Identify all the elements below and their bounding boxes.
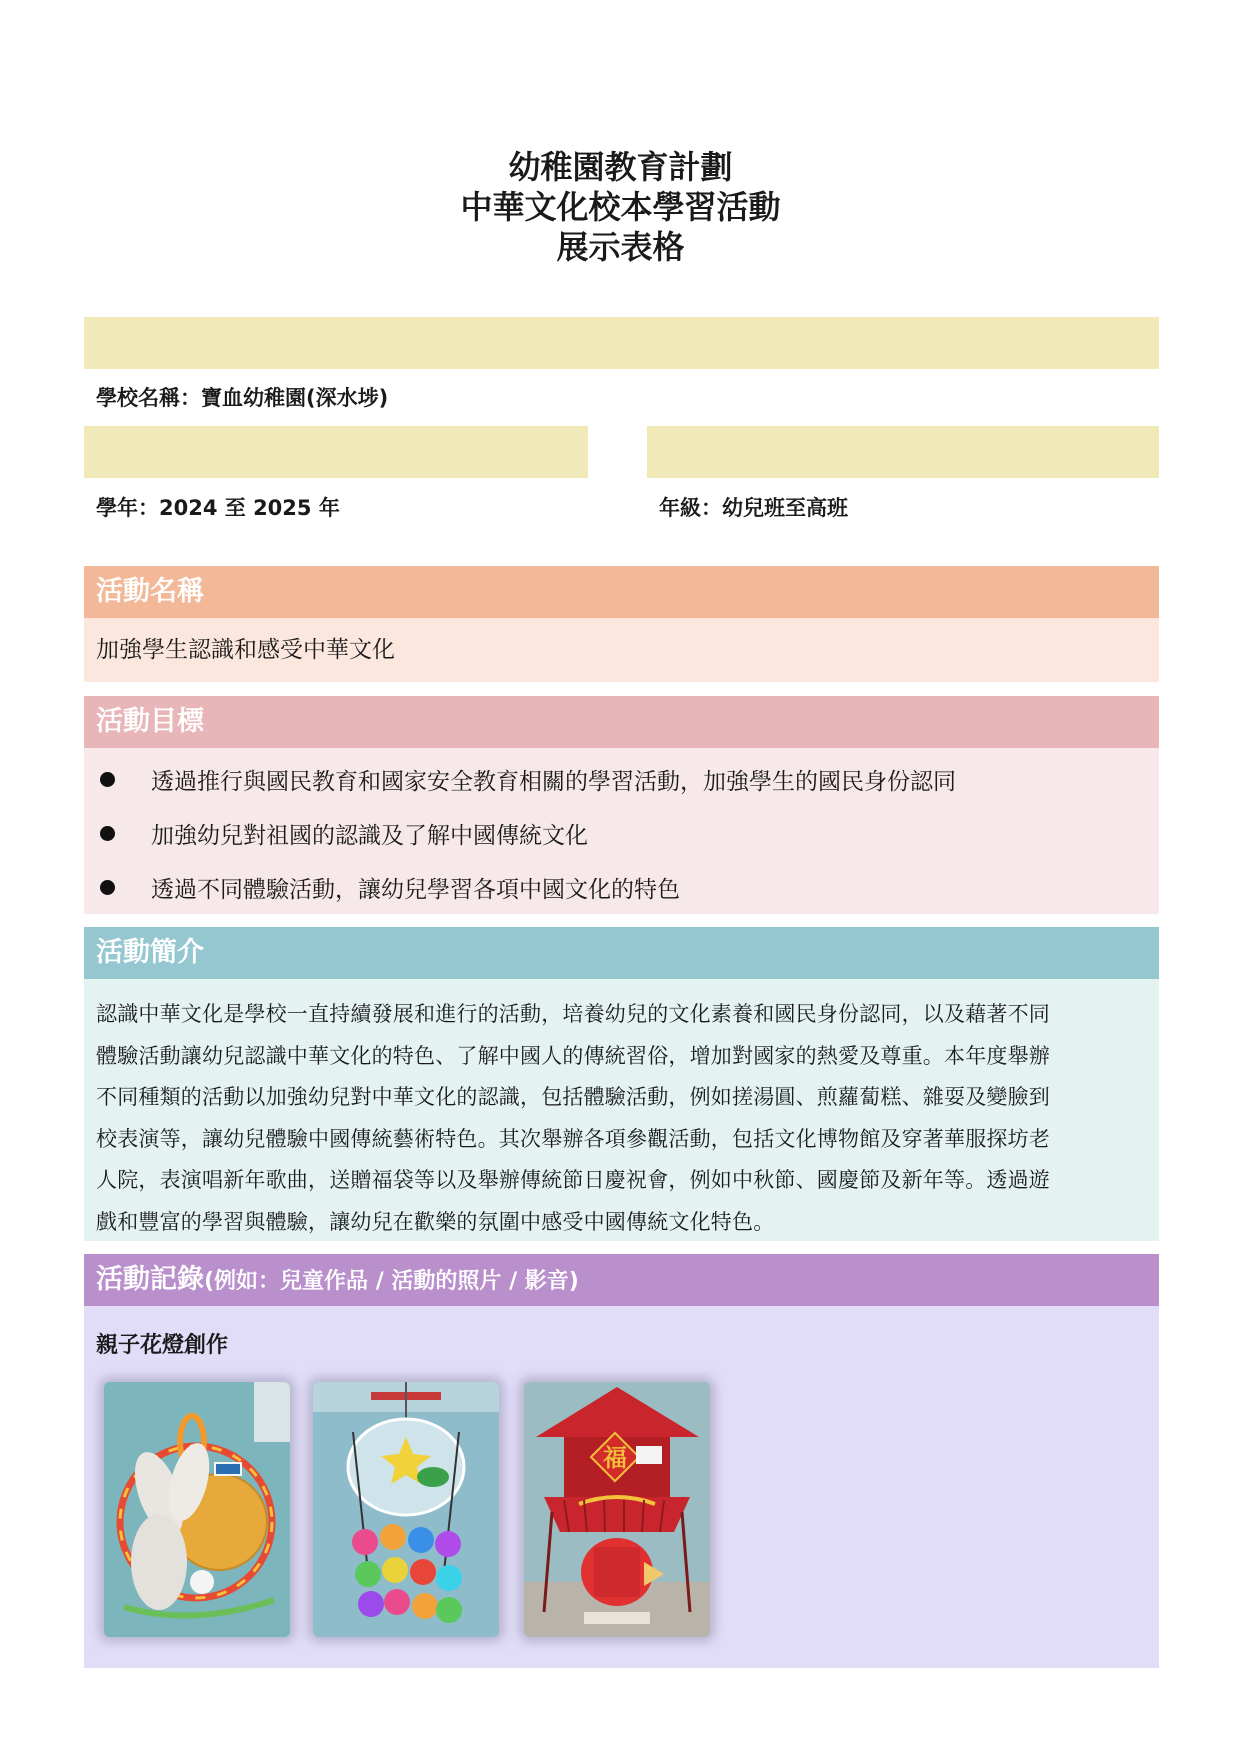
bullet-icon <box>100 772 115 787</box>
title-line-3: 展示表格 <box>556 228 685 266</box>
objective-text: 透過不同體驗活動，讓幼兒學習各項中國文化的特色 <box>151 876 680 903</box>
bottle-lantern-photo <box>313 1382 499 1637</box>
school-year-band <box>84 426 588 478</box>
records-heading: 活動記錄 <box>96 1264 204 1295</box>
title-line-1: 幼稚園教育計劃 <box>508 148 733 186</box>
intro-body <box>84 979 1159 1241</box>
bullet-icon <box>100 826 115 841</box>
objectives-header <box>84 696 1159 748</box>
bullet-icon <box>100 880 115 895</box>
grade-band <box>647 426 1159 478</box>
title-line-2: 中華文化校本學習活動 <box>460 188 781 226</box>
intro-line: 戲和豐富的學習與體驗，讓幼兒在歡樂的氛圍中感受中國傳統文化特色。 <box>96 1209 775 1234</box>
grade-label: 年級：幼兒班至高班 <box>659 496 848 520</box>
intro-line: 體驗活動讓幼兒認識中華文化的特色、了解中國人的傳統習俗，增加對國家的熱愛及尊重。本年度舉辦 <box>96 1043 1050 1068</box>
rabbit-lantern-photo <box>104 1382 290 1637</box>
intro-line: 校表演等，讓幼兒體驗中國傳統藝術特色。其次舉辦各項參觀活動，包括文化博物館及穿著華服探坊老 <box>96 1126 1050 1151</box>
intro-header <box>84 927 1159 979</box>
school-name-label: 學校名稱：寶血幼稚園(深水埗) <box>96 386 389 410</box>
objective-text: 透過推行與國民教育和國家安全教育相關的學習活動，加強學生的國民身份認同 <box>151 768 956 795</box>
fu-character: 福 <box>603 1444 627 1472</box>
intro-line: 人院，表演唱新年歌曲，送贈福袋等以及舉辦傳統節日慶祝會，例如中秋節、國慶節及新年等。透過遊 <box>96 1168 1050 1192</box>
activity-name-value: 加強學生認識和感受中華文化 <box>96 637 395 663</box>
objective-item <box>96 860 1147 914</box>
objective-item <box>96 752 1147 806</box>
activity-name-header <box>84 566 1159 618</box>
records-heading-note: (例如：兒童作品 / 活動的照片 / 影音) <box>204 1269 579 1294</box>
pavilion-lantern-photo <box>524 1382 710 1637</box>
intro-line: 不同種類的活動以加強幼兒對中華文化的認識，包括體驗活動，例如搓湯圓、煎蘿蔔糕、雜耍及變臉到 <box>96 1085 1050 1109</box>
activity-name-body <box>84 618 1159 682</box>
records-header <box>84 1254 1159 1306</box>
objective-text: 加強幼兒對祖國的認識及了解中國傳統文化 <box>151 822 588 849</box>
activity-name-heading: 活動名稱 <box>96 576 204 607</box>
document-title <box>0 147 1241 267</box>
objectives-heading: 活動目標 <box>96 706 204 737</box>
records-subtitle: 親子花燈創作 <box>96 1333 229 1358</box>
intro-heading: 活動簡介 <box>96 937 204 968</box>
school-year-label: 學年：2024 至 2025 年 <box>96 496 340 520</box>
intro-line: 認識中華文化是學校一直持續發展和進行的活動，培養幼兒的文化素養和國民身份認同，以及藉著不同 <box>96 1002 1050 1026</box>
objective-item <box>96 806 1147 860</box>
school-name-band <box>84 317 1159 369</box>
objectives-body <box>84 748 1159 914</box>
